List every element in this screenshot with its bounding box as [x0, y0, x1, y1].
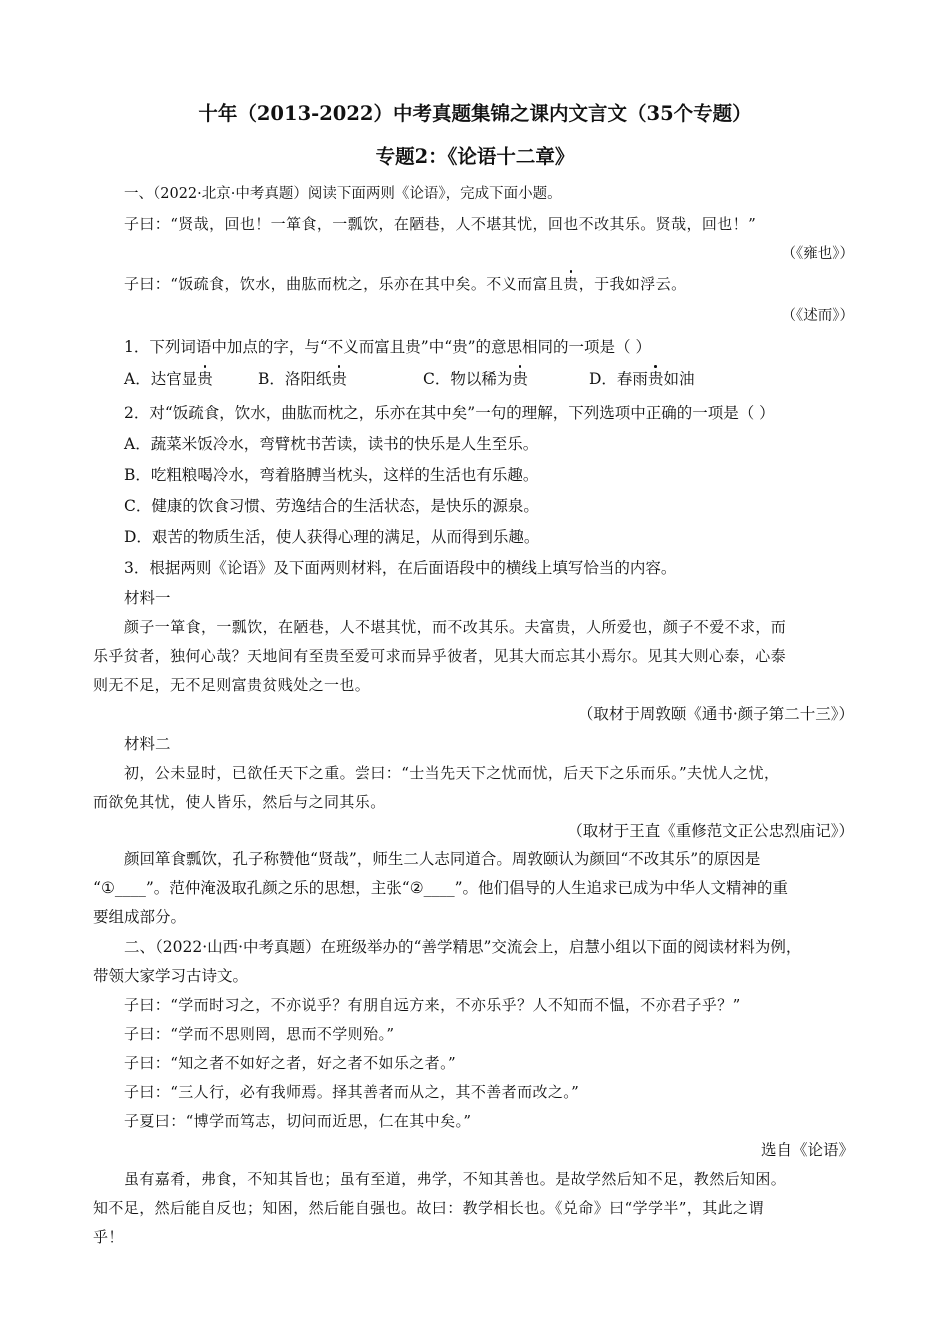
q2-quote: 子曰：“学而时习之，不亦说乎？有朋自远方来，不亦乐乎？人不知而不愠，不亦君子乎？”	[124, 996, 741, 1014]
emphasis-dot-gui: 贵	[563, 275, 579, 293]
material-one-line-1: 颜子一箪食，一瓢饮，在陋巷，人不堪其忧，而不改其乐。夫富贵，人所爱也，颜子不爱不求，而	[124, 618, 787, 636]
q1-intro: 一、（2022·北京·中考真题）阅读下面两则《论语》，完成下面小题。	[124, 186, 562, 202]
q1-sub3-stem: 3．根据两则《论语》及下面两则材料，在后面语段中的横线上填写恰当的内容。	[124, 559, 677, 577]
q1-sub2-option-a: A．蔬菜米饭冷水，弯臂枕书苦读，读书的快乐是人生至乐。	[124, 435, 539, 453]
q1-source1: （《雍也》）	[781, 246, 854, 262]
fill-paragraph-line-3: 要组成部分。	[93, 908, 187, 926]
material-two-line-2: 而欲免其忧，使人皆乐，然后与之同其乐。	[93, 793, 386, 811]
material-one-source: （取材于周敦颐《通书·颜子第二十三》）	[577, 705, 854, 723]
document-title: 十年（2013-2022）中考真题集锦之课内文言文（35个专题）	[198, 102, 752, 125]
q2-source: 选自《论语》	[760, 1141, 854, 1159]
material-two-line-1: 初，公未显时，已欲任天下之重。尝曰：“士当先天下之忧而忧，后天下之乐而乐。”夫忧人之忧，	[124, 764, 780, 782]
q1-sub1-option-d: D．春雨贵如油	[589, 370, 695, 388]
material-one-line-3: 则无不足，无不足则富贵贫贱处之一也。	[93, 676, 371, 694]
q1-passage1: 子曰：“贤哉，回也！一箪食，一瓢饮，在陋巷，人不堪其忧，回也不改其乐。贤哉，回也！”	[124, 215, 757, 233]
answer-blank-2[interactable]: ②____	[409, 879, 455, 897]
q2-quote: 子曰：“学而不思则罔，思而不学则殆。”	[124, 1025, 395, 1043]
q1-sub1-option-a: A．达官显贵	[124, 370, 213, 388]
material-two-source: （取材于王直《重修范文正公忠烈庙记》）	[567, 822, 854, 840]
material-two-label: 材料二	[124, 735, 171, 753]
material-one-label: 材料一	[124, 589, 171, 607]
q1-sub2-stem: 2．对“饭疏食，饮水，曲肱而枕之，乐亦在其中矣”一句的理解，下列选项中正确的一项是（ ）	[124, 404, 775, 422]
q2-quote: 子夏曰：“博学而笃志，切问而近思，仁在其中矣。”	[124, 1112, 472, 1130]
fill-paragraph-line-1: 颜回箪食瓢饮，孔子称赞他“贤哉”，师生二人志同道合。周敦颐认为颜回“不改其乐”的原因是	[124, 850, 761, 868]
q1-sub2-option-b: B．吃粗粮喝冷水，弯着胳膊当枕头，这样的生活也有乐趣。	[124, 466, 539, 484]
fill-paragraph-line-2: “①____”。范仲淹汲取孔颜之乐的思想，主张“②____”。他们倡导的人生追求已成为中华人文精神的重	[93, 879, 789, 897]
topic-title: 专题2：《论语十二章》	[375, 145, 575, 168]
q2-text-line-1: 虽有嘉肴，弗食，不知其旨也；虽有至道，弗学，不知其善也。是故学然后知不足，教然后知困。	[124, 1170, 787, 1188]
q1-sub2-option-c: C．健康的饮食习惯、劳逸结合的生活状态，是快乐的源泉。	[124, 497, 539, 515]
q2-intro-line-2: 带领大家学习古诗文。	[93, 967, 249, 985]
q1-source2: （《述而》）	[781, 308, 854, 324]
q1-passage2: 子曰：“饭疏食，饮水，曲肱而枕之，乐亦在其中矣。不义而富且贵，于我如浮云。	[124, 275, 687, 293]
q2-quote: 子曰：“知之者不如好之者，好之者不如乐之者。”	[124, 1054, 457, 1072]
q2-quote: 子曰：“三人行，必有我师焉。择其善者而从之，其不善者而改之。”	[124, 1083, 580, 1101]
q1-sub1-option-b: B．洛阳纸贵	[258, 370, 347, 388]
q1-sub1-option-c: C．物以稀为贵	[423, 370, 528, 388]
q2-text-line-2: 知不足，然后能自反也；知困，然后能自强也。故曰：教学相长也。《兑命》曰“学学半”，其此之谓	[93, 1199, 764, 1217]
q1-sub2-option-d: D．艰苦的物质生活，使人获得心理的满足，从而得到乐趣。	[124, 528, 540, 546]
material-one-line-2: 乐乎贫者，独何心哉？天地间有至贵至爱可求而异乎彼者，见其大而忘其小焉尔。见其大则心泰，心泰	[93, 647, 787, 665]
answer-blank-1[interactable]: ①____	[100, 879, 146, 897]
q2-intro-line-1: 二、（2022·山西·中考真题）在班级举办的“善学精思”交流会上，启慧小组以下面的阅读材料为例，	[124, 938, 802, 956]
q2-text-line-3: 乎！	[93, 1228, 124, 1246]
q1-sub1-stem: 1．下列词语中加点的字，与“不义而富且贵”中“贵”的意思相同的一项是（ ）	[124, 338, 651, 356]
